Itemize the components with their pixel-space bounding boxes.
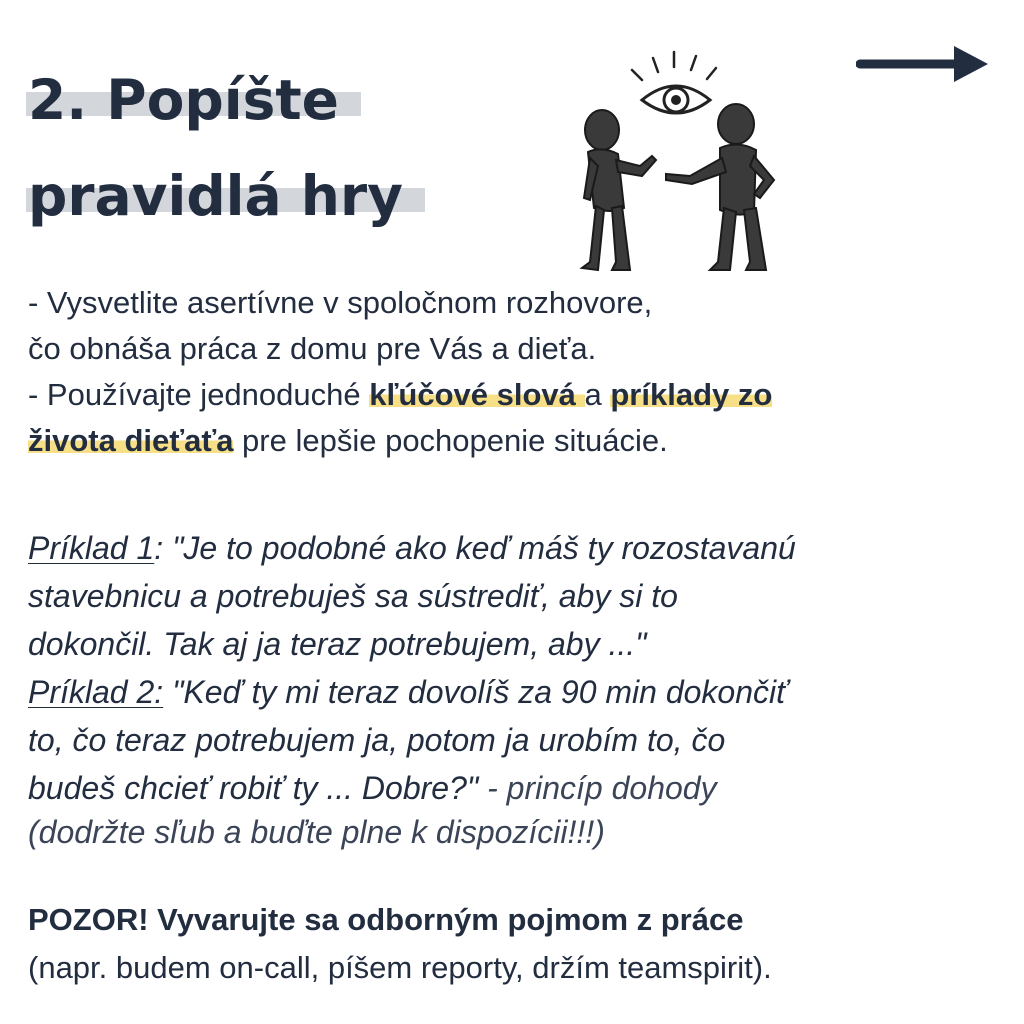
example-1-line-3: dokončil. Tak aj ja teraz potrebujem, aby ..." (28, 626, 647, 662)
keyword-highlight: kľúčové slová (369, 377, 585, 412)
example-2-line-4: (dodržte sľub a buďte plne k dispozícii!!!) (28, 814, 605, 850)
arrow-right-icon[interactable] (856, 44, 990, 84)
title-line-1 (28, 68, 339, 132)
warning-line-2: (napr. budem on-call, píšem reporty, držím teamspirit). (28, 950, 772, 985)
examples-block (28, 524, 1008, 852)
example-2-text: "Keď ty mi teraz dovolíš za 90 min dokončiť (163, 674, 788, 710)
title-text-2: pravidlá hry (28, 164, 403, 228)
example-2-line-1 (28, 668, 1008, 716)
example-1-line-1 (28, 524, 1008, 572)
keyword-highlight: príklady zo (610, 377, 773, 412)
example-2-label: Príklad 2: (28, 674, 164, 710)
example-2-note: - princíp dohody (478, 770, 717, 806)
example-1-line-2: stavebnicu a potrebuješ sa sústrediť, aby si to (28, 578, 678, 614)
intro-line-1: - Vysvetlite asertívne v spoločnom rozhovore, (28, 285, 653, 320)
keyword-highlight: života dieťaťa (28, 423, 234, 458)
example-2-line-2: to, čo teraz potrebujem ja, potom ja urobím to, čo (28, 722, 726, 758)
example-1-label: Príklad 1 (28, 530, 155, 566)
warning-block (28, 896, 1018, 992)
intro-line-3 (28, 372, 1008, 418)
example-2-text-3: budeš chcieť robiť ty ... Dobre?" (28, 770, 479, 806)
warning-line-1: POZOR! Vyvarujte sa odborným pojmom z práce (28, 902, 744, 937)
intro-line-4-post: pre lepšie pochopenie situácie. (233, 423, 668, 458)
title-line-2 (28, 164, 403, 228)
intro-line-3-mid: a (584, 377, 611, 412)
two-people-talking-eye-icon (570, 48, 800, 278)
intro-line-2: čo obnáša práca z domu pre Vás a dieťa. (28, 331, 597, 366)
example-1-text: : "Je to podobné ako keď máš ty rozostavanú (154, 530, 796, 566)
example-2-line-3 (28, 764, 1008, 812)
intro-line-3-pre: - Používajte jednoduché (28, 377, 370, 412)
intro-text (28, 280, 1008, 464)
title-text-1: 2. Popíšte (28, 68, 339, 132)
intro-line-4 (28, 418, 1008, 464)
